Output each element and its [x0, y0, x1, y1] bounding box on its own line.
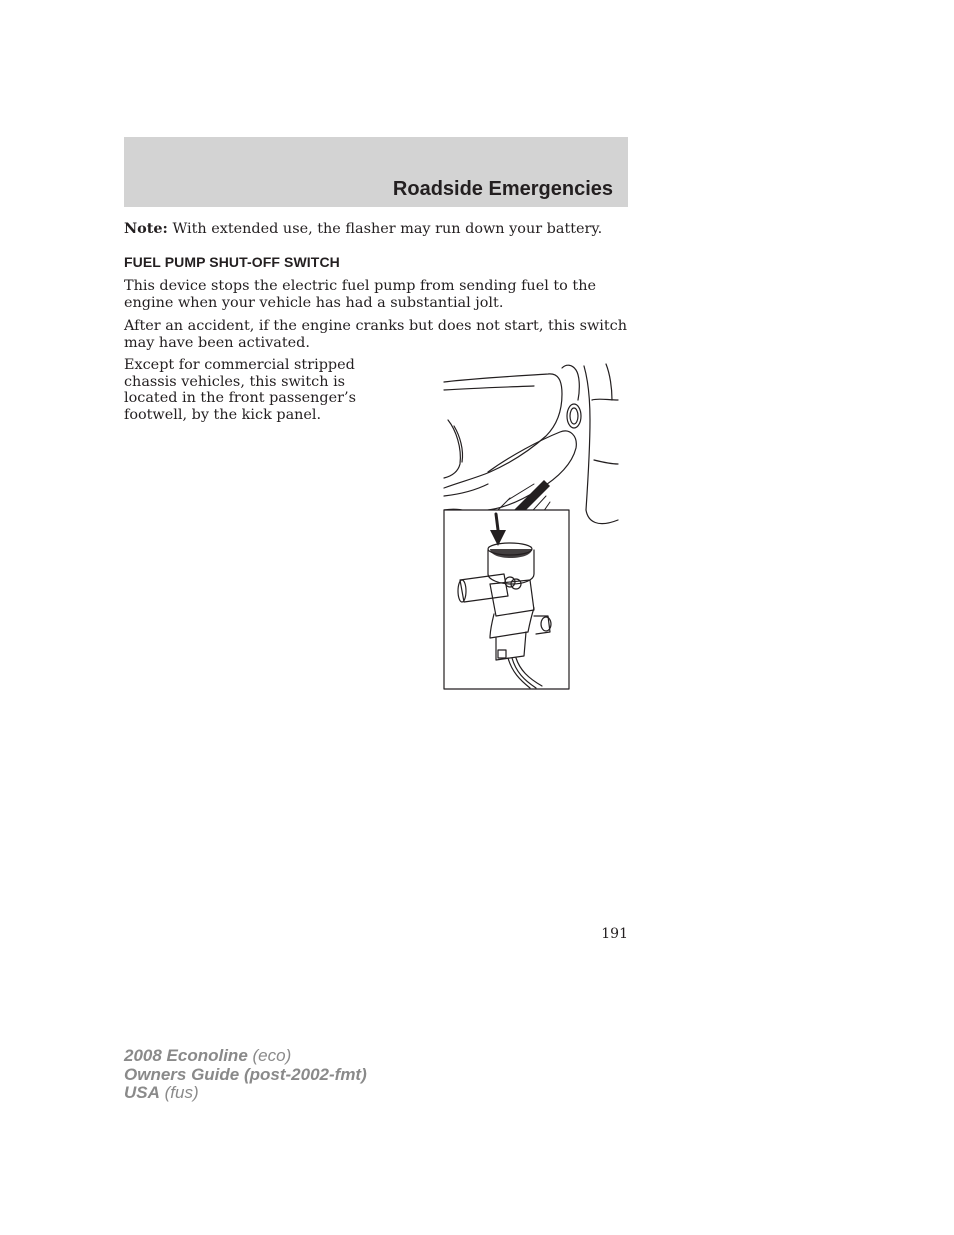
fuel-pump-paragraph-1: This device stops the electric fuel pump from sending fuel to the engine when your vehicle has had a substantial jolt. [124, 278, 596, 311]
note-text: With extended use, the flasher may run down your battery. [167, 221, 603, 237]
footer-market-code: (fus) [159, 1083, 199, 1102]
fuel-pump-paragraph-3: Except for commercial stripped chassis vehicles, this switch is located in the front passenger’s footwell, by the kick panel. [124, 357, 356, 423]
fuel-pump-switch-illustration [438, 360, 622, 692]
section-header-band [124, 137, 628, 207]
page-number: 191 [601, 926, 628, 942]
footer-model-code: (eco) [247, 1046, 292, 1065]
footer-line-2 [124, 1066, 367, 1085]
fuel-pump-paragraph-2: After an accident, if the engine cranks but does not start, this switch may have been activated. [124, 318, 628, 351]
footer-market: USA [124, 1083, 160, 1102]
section-title: Roadside Emergencies [392, 178, 613, 200]
fuel-pump-heading: FUEL PUMP SHUT-OFF SWITCH [124, 254, 340, 270]
footer-model: 2008 Econoline [124, 1046, 248, 1065]
note-label: Note: [124, 220, 168, 237]
footer-line-3 [124, 1084, 367, 1103]
note-paragraph [124, 221, 628, 238]
document-footer [124, 1047, 367, 1103]
footer-line-1 [124, 1047, 367, 1066]
footer-guide: Owners Guide (post-2002-fmt) [124, 1064, 367, 1084]
switch-detail-inset [444, 510, 569, 689]
